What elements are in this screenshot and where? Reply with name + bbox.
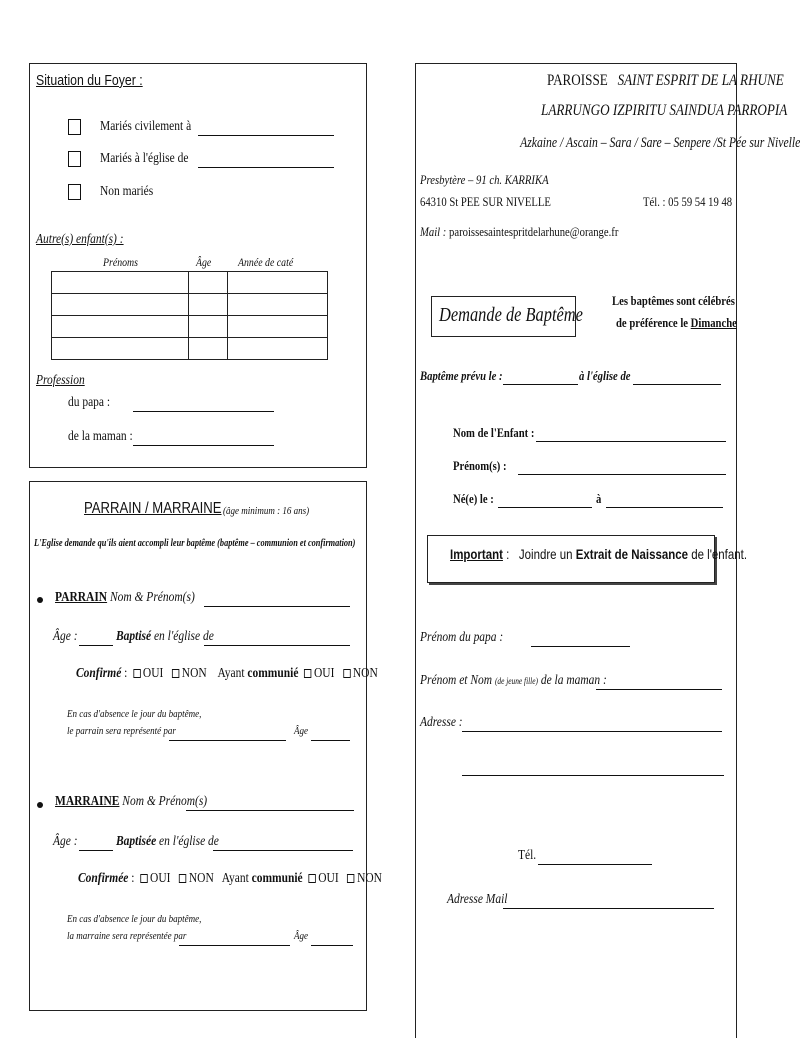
field-parrain-representant[interactable] [169,739,286,741]
ayant-label: Ayant [221,871,249,886]
parrain-label: PARRAIN [55,590,108,605]
field-maries-civil[interactable] [198,134,334,136]
presbytere: Presbytère – 91 ch. KARRIKA [420,172,549,187]
checkbox-non-maries[interactable] [68,184,81,200]
children-label: Autre(s) enfant(s) : [36,232,124,247]
marraine-name-row [55,794,207,810]
parrain-name-label: Nom & Prénom(s) [109,590,195,605]
mail-address: paroissesaintespritdelarhune@orange.fr [449,224,619,239]
field-tel[interactable] [538,863,652,865]
note-2-row [616,315,737,331]
parrain-baptise-row [116,629,214,645]
checkbox-maries-eglise[interactable] [68,151,81,167]
non-label: NON [357,871,382,886]
note-day: Dimanche [690,315,737,330]
important-text-2: de l'enfant. [691,546,748,562]
parrain-age2-label: Âge [294,725,309,737]
marraine-baptise-label: Baptisée [116,834,157,849]
tel-paroisse: Tél. : 05 59 54 19 48 [643,194,733,209]
bullet [37,802,43,808]
field-parrain-name[interactable] [204,605,350,607]
age-note: (âge minimum : 16 ans) [223,505,310,517]
prenom-papa-label: Prénom du papa : [420,630,504,645]
paroisse-line-3: Azkaine / Ascain – Sara / Sare – Senpere /St Pée sur Nivelle [519,135,800,151]
ne-le-label: Né(e) le : [453,491,494,506]
field-parrain-church[interactable] [204,644,350,646]
prenoms-label: Prénom(s) : [453,458,507,473]
important-row: Important : Joindre un Extrait de Naissance de l'enfant. [450,546,748,562]
marraine-age2-label: Âge [294,930,309,942]
mail-row [420,224,618,240]
field-maries-eglise[interactable] [198,166,334,168]
oui-label: OUI [150,871,171,886]
marraine-name-label: Nom & Prénom(s) [122,794,208,809]
col-age: Âge [196,255,212,269]
checkbox-parrain-confirme-non[interactable] [172,669,179,678]
note-1: Les baptêmes sont célébrés [612,293,735,308]
tel-label: Tél. [518,848,537,863]
marraine-church-label: en l'église de [159,834,219,849]
city: 64310 St PEE SUR NIVELLE [420,194,551,209]
parrain-age-label: Âge : [53,629,78,644]
field-parrain-age[interactable] [79,644,113,646]
table-row [52,316,328,338]
field-adresse-2[interactable] [462,774,724,776]
mail-label: Mail : [420,224,447,239]
field-marraine-representant-age[interactable] [311,944,353,946]
bullet [37,597,43,603]
option-non-maries: Non mariés [100,184,154,199]
field-adresse-1[interactable] [462,730,722,732]
parrain-confirm-label: Confirmé [76,666,122,681]
checkbox-marraine-confirmee-oui[interactable] [140,874,147,883]
papa-label: du papa : [68,395,111,410]
parrain-confirm-row: Confirmé : OUI NON Ayant communié OUI NON [76,666,378,681]
demande-title: Demande de Baptême [439,304,583,326]
oui-label: OUI [314,666,335,681]
paroisse-line-1 [547,72,784,90]
children-table [51,271,328,360]
paroisse-line-2: LARRUNGO IZPIRITU SAINDUA PARROPIA [540,102,787,119]
foyer-section [29,63,367,468]
important-text-1: Joindre un [518,546,573,562]
checkbox-parrain-communie-oui[interactable] [304,669,311,678]
field-date-naissance[interactable] [498,506,592,508]
field-eglise-bapteme[interactable] [633,383,721,385]
profession-label: Profession [36,373,85,388]
field-prenom-papa[interactable] [531,645,630,647]
paroisse-name: SAINT ESPRIT DE LA RHUNE [617,72,784,89]
checkbox-marraine-confirmee-non[interactable] [179,874,186,883]
marraine-age-label: Âge : [53,834,78,849]
marraine-absence-2: la marraine sera représentée par [67,930,187,942]
field-marraine-church[interactable] [213,849,353,851]
paroisse-label: PAROISSE [547,72,608,89]
marraine-confirm-row: Confirmée : OUI NON Ayant communié OUI NON [78,871,382,886]
parrain-absence-1: En cas d'absence le jour du baptême, [67,708,202,720]
checkbox-marraine-communie-oui[interactable] [308,874,315,883]
marraine-confirm-label: Confirmée [78,871,129,886]
field-marraine-age[interactable] [79,849,113,851]
checkbox-parrain-communie-non[interactable] [343,669,350,678]
field-nom-enfant[interactable] [536,440,726,442]
field-date-bapteme[interactable] [503,383,578,385]
godparents-title: PARRAIN / MARRAINE [84,500,222,517]
important-box [427,535,748,583]
field-profession-maman[interactable] [133,444,274,446]
field-parrain-representant-age[interactable] [311,739,350,741]
note-2: de préférence le [616,315,689,330]
a-label: à [596,491,602,506]
foyer-title: Situation du Foyer : [36,72,143,89]
adresse-mail-label: Adresse Mail [447,892,508,907]
ayant-label: Ayant [217,666,245,681]
maman-row [420,673,607,689]
field-profession-papa[interactable] [133,410,274,412]
communie-label: communié [251,871,303,886]
col-annee-cate: Année de caté [238,255,294,269]
field-adresse-mail[interactable] [503,907,714,909]
prevu-label: Baptême prévu le : [420,368,503,383]
adresse-label: Adresse : [420,715,463,730]
table-row [52,272,328,294]
table-row [52,338,328,360]
field-marraine-representant[interactable] [179,944,290,946]
marraine-label: MARRAINE [55,794,120,809]
option-maries-civil: Mariés civilement à [100,119,192,134]
prenom-nom-maman-2: de la maman : [540,673,607,688]
table-row [52,294,328,316]
communie-label: communié [247,666,299,681]
important-label: Important [450,546,503,562]
prenom-nom-maman-small: (de jeune fille) [494,676,538,686]
demande-section [415,63,800,1038]
checkbox-marraine-communie-non[interactable] [347,874,354,883]
godparents-section [29,481,382,1011]
non-label: NON [188,871,214,886]
parrain-absence-2: le parrain sera représenté par [67,725,176,737]
parrain-church-label: en l'église de [153,629,214,644]
parrain-name-row [55,590,195,606]
checkbox-maries-civil[interactable] [68,119,81,135]
oui-label: OUI [318,871,339,886]
parrain-baptise-label: Baptisé [116,629,152,644]
option-maries-eglise: Mariés à l'église de [100,151,189,166]
field-prenoms-enfant[interactable] [518,473,726,475]
demande-title-box [431,296,583,337]
field-nom-maman[interactable] [596,688,722,690]
church-note: L'Eglise demande qu'ils aient accompli leur baptême (baptême – communion et confirmation) [34,538,356,549]
non-label: NON [181,666,207,681]
marraine-baptise-row [116,834,219,850]
marraine-absence-1: En cas d'absence le jour du baptême, [67,913,202,925]
prenom-nom-maman-1: Prénom et Nom [420,673,493,688]
maman-label: de la maman : [68,429,133,444]
col-prenoms: Prénoms [103,255,138,269]
eglise-label: à l'église de [579,368,631,383]
important-bold: Extrait de Naissance [575,546,689,562]
checkbox-parrain-confirme-oui[interactable] [133,669,140,678]
field-marraine-name[interactable] [186,809,354,811]
non-label: NON [352,666,378,681]
nom-enfant-label: Nom de l'Enfant : [453,425,535,440]
field-lieu-naissance[interactable] [606,506,723,508]
oui-label: OUI [142,666,164,681]
